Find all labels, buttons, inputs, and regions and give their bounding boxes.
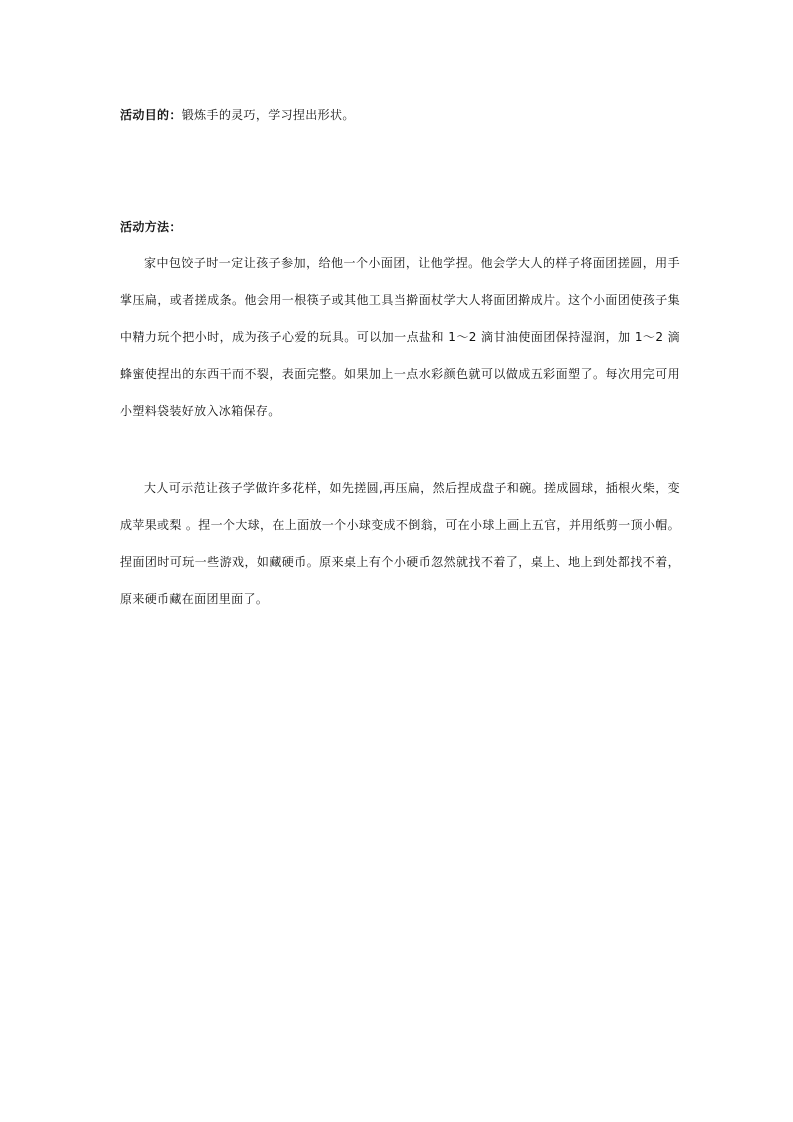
method-label: 活动方法：	[120, 220, 182, 234]
method-paragraph-1: 家中包饺子时一定让孩子参加，给他一个小面团，让他学捏。他会学大人的样子将面团搓圆，用手掌压扁，或者搓成条。他会用一根筷子或其他工具当擀面杖学大人将面团擀成片。这个小面团使孩子集中精力玩个把小时，成为孩子心爱的玩具。可以加一点盐和 1～2 滴甘油使面团保持湿润，加 1～2 滴蜂蜜使捏出的东西干而不裂，表面完整。如果加上一点水彩颜色就可以做成五彩面塑了。每次用完可用小塑料袋装好放入冰箱保存。	[120, 256, 680, 418]
method-paragraph-2: 大人可示范让孩子学做许多花样，如先搓圆,再压扁，然后捏成盘子和碗。搓成圆球，插根火柴，变成苹果或梨 。捏一个大球，在上面放一个小球变成不倒翁，可在小球上画上五官，并用纸剪一顶小帽。捏面团时可玩一些游戏，如藏硬币。原来桌上有个小硬币忽然就找不着了，桌上、地上到处都找不着，原来硬币藏在面团里面了。	[120, 481, 680, 606]
purpose-label: 活动目的：	[120, 108, 182, 122]
method-heading	[120, 219, 680, 235]
purpose-text: 锻炼手的灵巧，学习捏出形状。	[181, 108, 355, 122]
activity-purpose	[120, 107, 680, 123]
